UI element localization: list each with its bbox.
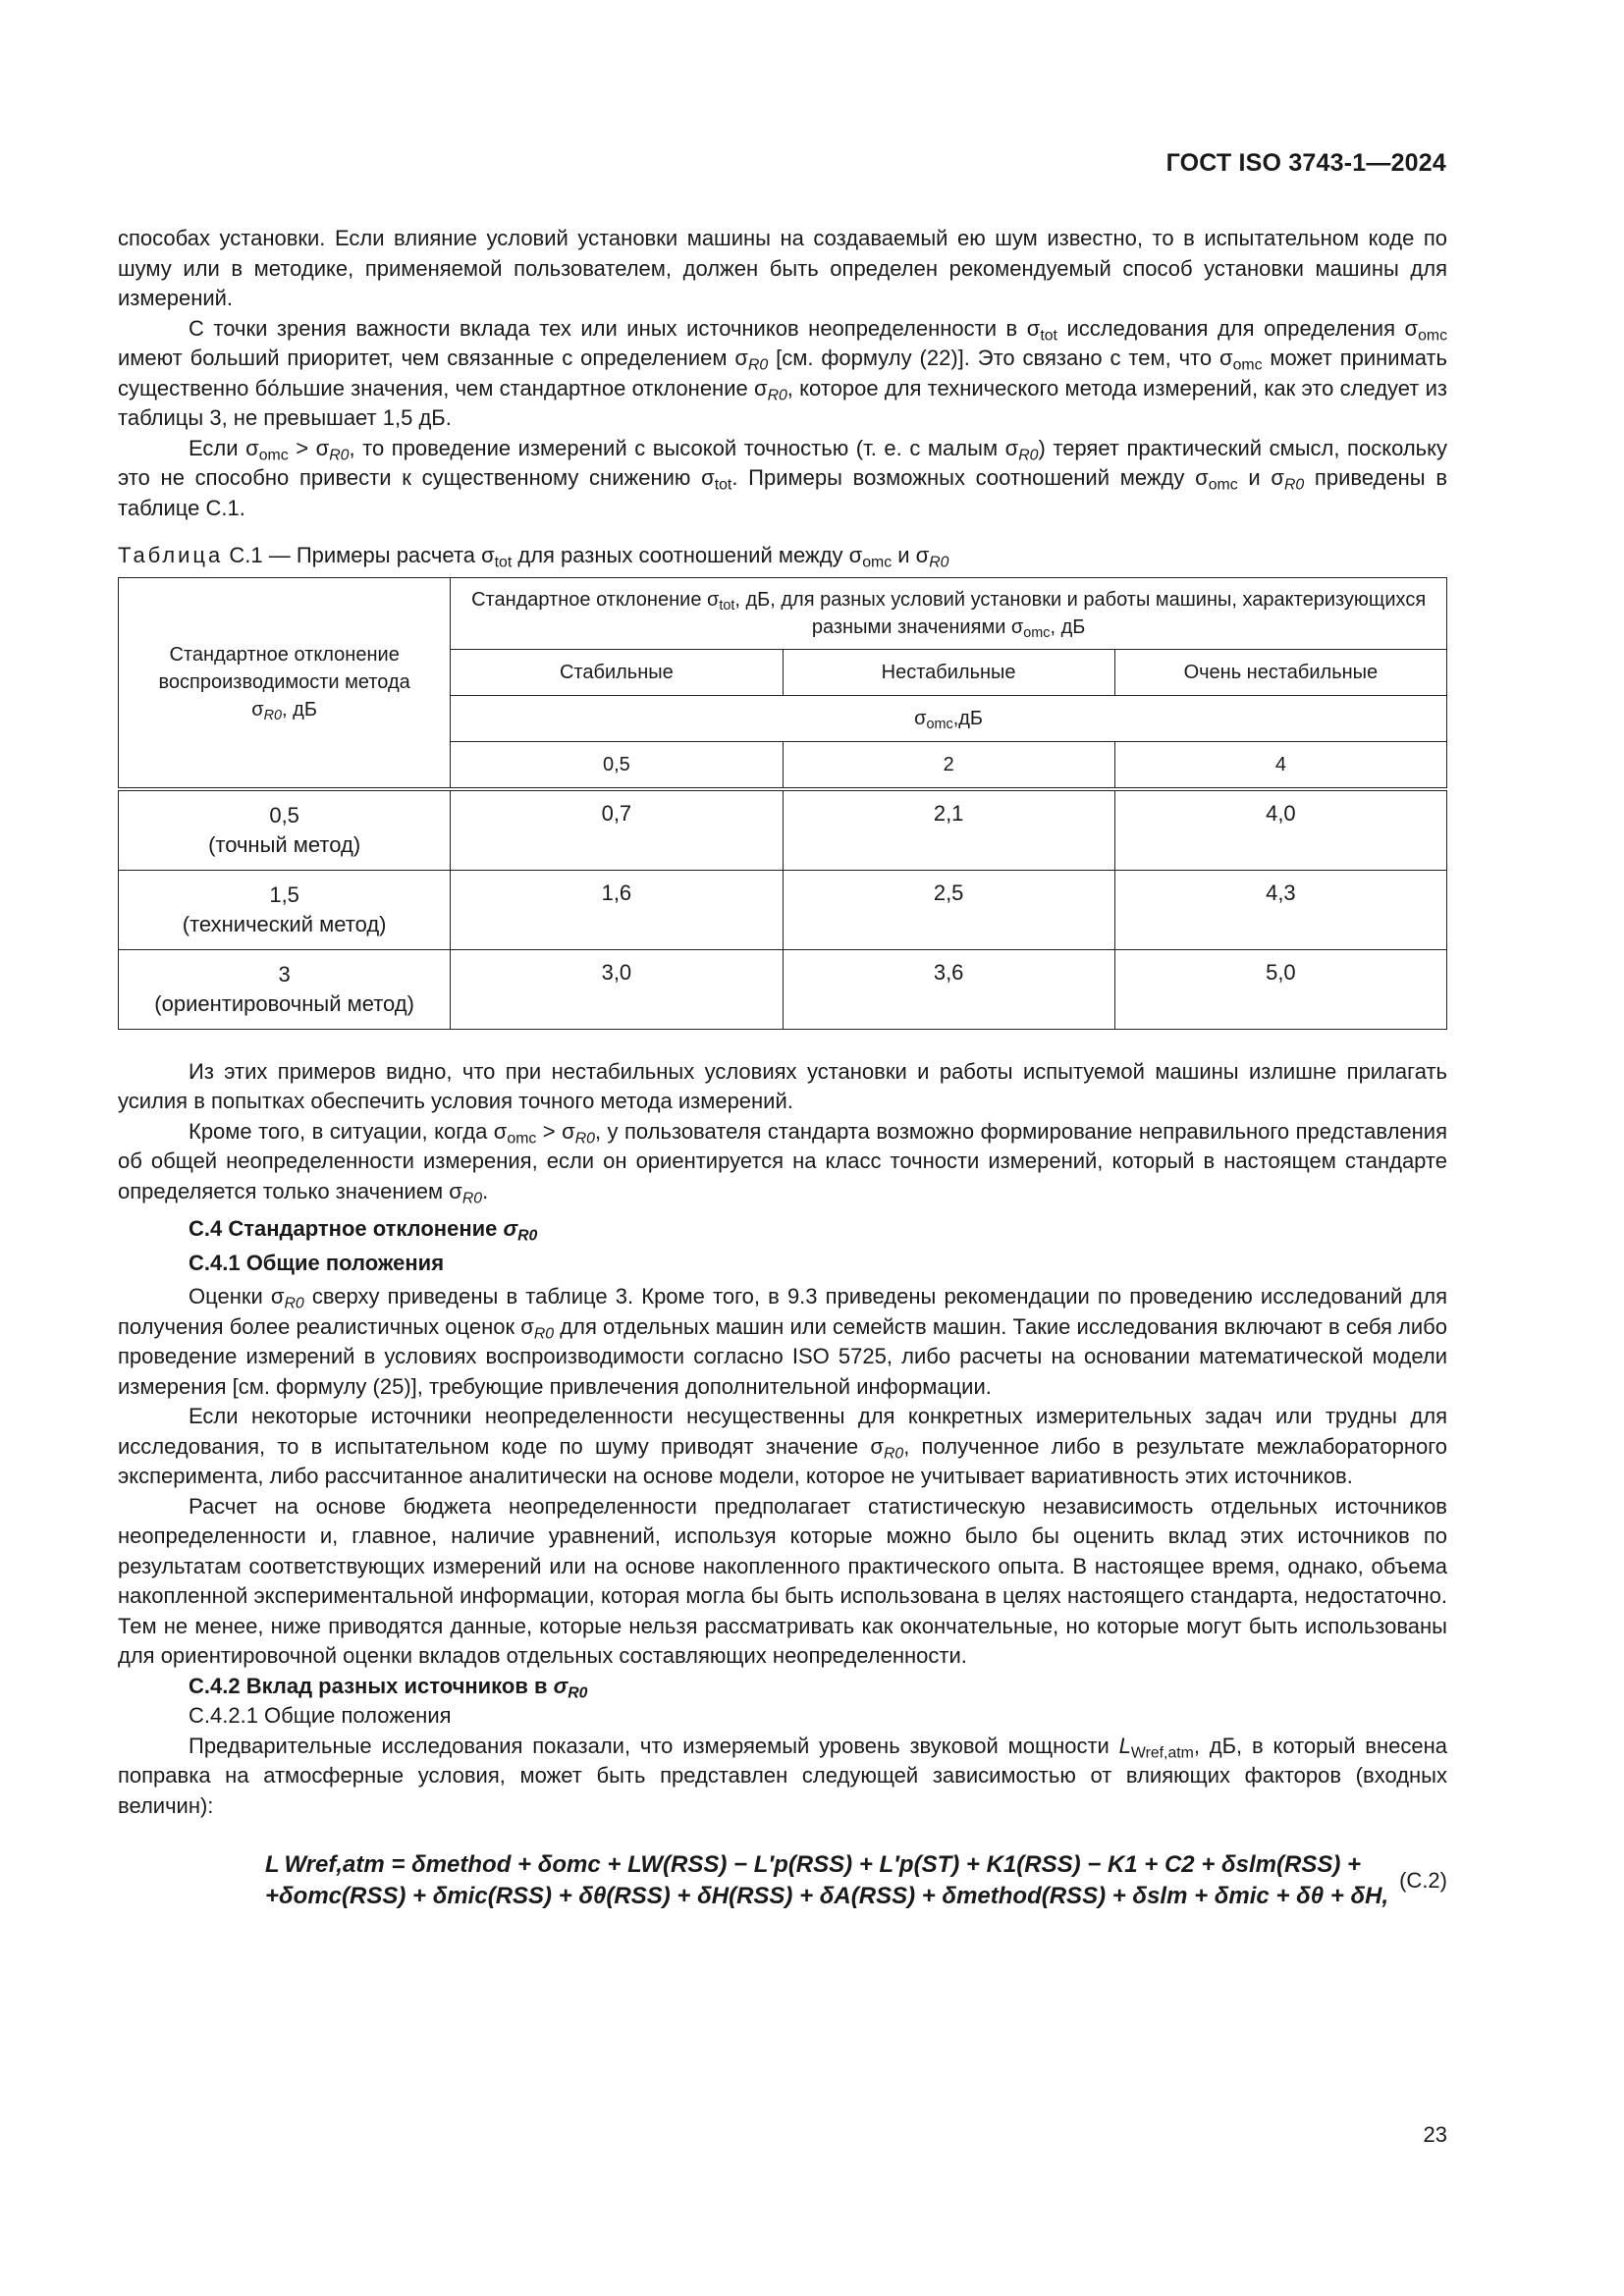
paragraph: Из этих примеров видно, что при нестабильных условиях установки и работы испытуемой машины излишне прилагать усилия в попытках обеспечить условия точного метода измерений. — [118, 1058, 1447, 1113]
paragraph: Если $\sigma_{omc} > \sigma_{R0}$, то проведение измерений с высокой точностью (т. е. с малым $\sigma_{R0}$) теряет практический смысл, поскольку это не способно привести к существенному снижению $\sigma_{tot}$. Примеры возможных соотношений между $\sigma_{omc}$ и $\sigma_{R0}$ приведены в таблице С.1. — [118, 435, 1448, 520]
omc-value: 4 — [1114, 741, 1446, 789]
document-header: ГОСТ ISO 3743-1—2024 — [1165, 149, 1446, 177]
paragraph: Кроме того, в ситуации, когда $\sigma_{omc} > \sigma_{R0}$, у пользователя стандарта возможно формирование неправильного представления об общей неопределенности измерения, если он ориентируется на класс точности измерений, который в настоящем стандарте определяется только значением $\sigma_{R0}$. — [118, 1118, 1447, 1206]
section-heading-c41: С.4.1 Общие положения — [189, 1250, 445, 1275]
condition-header: Стабильные — [451, 649, 783, 695]
table-header-row — [119, 577, 1447, 649]
section-heading-c4: С.4 Стандартное отклонение $\sigma_{R0}$ — [189, 1216, 538, 1245]
paragraph: Оценки $\sigma_{R0}$ сверху приведены в таблице 3. Кроме того, в 9.3 приведены рекомендации по проведению исследований для получения более реалистичных оценок $\sigma_{R0}$ для отдельных машин или семейств машин. Такие исследования включают в себя либо проведение измерений в условиях воспроизводимости согласно ISO 5725, либо расчеты на основании математической модели измерения [см. формулу (25)], требующие привлечения дополнительной информации. — [118, 1284, 1448, 1399]
value-cell: 3,0 — [451, 949, 783, 1029]
r0-cell: 3 (ориентировочный метод) — [119, 949, 451, 1029]
column-header-sigma-tot: Стандартное отклонение $\sigma_{tot}$, дБ, для разных условий установки и работы машины, характеризующихся разными значениями $\sigma_{omc}$, дБ — [451, 577, 1447, 649]
omc-header: $\sigma_{omc},дБ$ — [451, 695, 1447, 741]
page-content — [118, 224, 1447, 1950]
formula-line-1: L Wref,atm = δmethod + δomc + LW(RSS) − L′p(RSS) + L′p(ST) + K1(RSS) − K1 + C2 + δslm(RSS) + — [265, 1851, 1362, 1878]
value-cell: 0,7 — [451, 789, 783, 871]
value-cell: 4,3 — [1114, 870, 1446, 949]
value-cell: 1,6 — [451, 870, 783, 949]
formula-line-2: +δomc(RSS) + δmic(RSS) + δθ(RSS) + δH(RSS) + δA(RSS) + δmethod(RSS) + δslm + δmic + δθ + δH, — [265, 1883, 1389, 1909]
value-cell: 2,1 — [783, 789, 1114, 871]
paragraph-text: способах установки. Если влияние условий установки машины на создаваемый ею шум известно, то в испытательном коде по шуму или в методике, применяемой пользователем, должен быть определен рекомендуемый способ установки машины для измерений. — [118, 226, 1447, 310]
value-cell: 2,5 — [783, 870, 1114, 949]
column-header-r0: Стандартное отклонение воспроизводимости метода $\sigma_{R0}$, дБ — [119, 577, 451, 789]
paragraph — [118, 224, 1447, 314]
condition-header: Нестабильные — [783, 649, 1114, 695]
condition-header: Очень нестабильные — [1114, 649, 1446, 695]
table-row — [119, 870, 1447, 949]
value-cell: 5,0 — [1114, 949, 1446, 1029]
r0-cell: 1,5 (технический метод) — [119, 870, 451, 949]
value-cell: 3,6 — [783, 949, 1114, 1029]
section-heading-c421: С.4.2.1 Общие положения — [189, 1703, 452, 1728]
formula-c2 — [118, 1833, 1447, 1950]
paragraph: Если некоторые источники неопределенности несущественны для конкретных измерительных задач или трудны для исследования, то в испытательном коде по шуму приводят значение $\sigma_{R0}$, полученное либо в результате межлабораторного эксперимента, либо рассчитанное аналитически на основе модели, которое не учитывает вариативность этих источников. — [118, 1404, 1447, 1488]
value-cell: 4,0 — [1114, 789, 1446, 871]
paragraph: С точки зрения важности вклада тех или иных источников неопределенности в $\sigma_{tot}$ исследования для определения $\sigma_{omc}$ имеют больший приоритет, чем связанные с определением $\sigma_{R0}$ [см. формулу (22)]. Это связано с тем, что $\sigma_{omc}$ может принимать существенно бо́льшие значения, чем стандартное отклонение $\sigma_{R0}$, которое для технического метода измерений, как это следует из таблицы 3, не превышает 1,5 дБ. — [118, 315, 1447, 430]
paragraph: Предварительные исследования показали, что измеряемый уровень звуковой мощности $L_{Wref,atm}$, дБ, в который внесена поправка на атмосферные условия, может быть представлен следующей зависимостью от влияющих факторов (входных величин): — [118, 1733, 1447, 1818]
table-caption: Таблица С.1 — Примеры расчета $\sigma_{tot}$ для разных соотношений между $\sigma_{omc}$ и $\sigma_{R0}$ — [118, 543, 949, 571]
section-heading-c42: С.4.2 Вклад разных источников в $\sigma_{R0}$ — [189, 1673, 588, 1701]
omc-value: 2 — [783, 741, 1114, 789]
page-number: 23 — [1423, 2122, 1447, 2147]
paragraph: Расчет на основе бюджета неопределенности предполагает статистическую независимость отдельных источников неопределенности и, главное, наличие уравнений, используя которые можно было бы оценить вклад этих источников по результатам соответствующих измерений или на основе накопленного практического опыта. В настоящее время, однако, объема накопленной экспериментальной информации, которая могла бы быть использована в целях настоящего стандарта, недостаточно. Тем не менее, ниже приводятся данные, которые нельзя рассматривать как окончательные, но которые могут быть использованы для ориентировочной оценки вкладов отдельных составляющих неопределенности. — [118, 1493, 1447, 1668]
formula-number: (C.2) — [1399, 1868, 1447, 1893]
table-row — [119, 789, 1447, 871]
omc-value: 0,5 — [451, 741, 783, 789]
table-row — [119, 949, 1447, 1029]
data-table — [118, 577, 1447, 1030]
r0-cell: 0,5 (точный метод) — [119, 789, 451, 871]
